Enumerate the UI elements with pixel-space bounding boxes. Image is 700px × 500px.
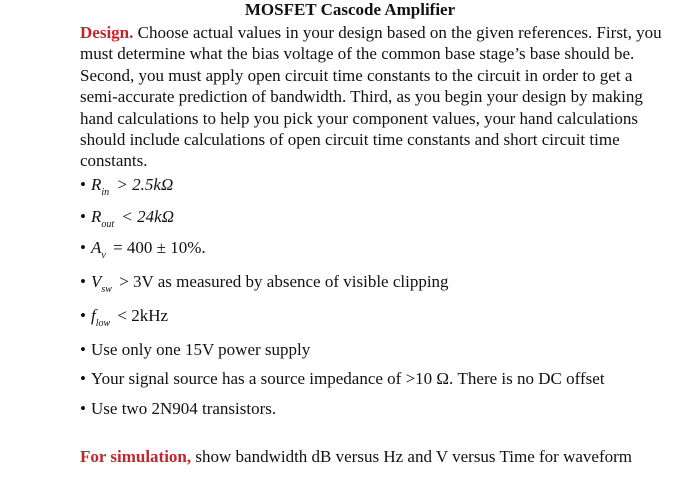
spec-vsw bbox=[80, 272, 449, 295]
spec-value: > 2.5kΩ bbox=[112, 175, 174, 194]
simulation-paragraph bbox=[80, 446, 670, 467]
bullet-dot: • bbox=[80, 369, 86, 388]
design-paragraph bbox=[80, 22, 670, 172]
bullet-dot: • bbox=[80, 207, 86, 226]
page-title: MOSFET Cascode Amplifier bbox=[244, 0, 456, 19]
spec-subscript: low bbox=[95, 318, 111, 329]
bullet-dot: • bbox=[80, 175, 86, 194]
spec-value: < 24kΩ bbox=[117, 207, 174, 226]
spec-symbol: R bbox=[91, 207, 102, 226]
spec-av bbox=[80, 238, 206, 261]
simulation-text: show bandwidth dB versus Hz and V versus Time for waveform bbox=[191, 447, 633, 466]
spec-subscript: in bbox=[101, 187, 110, 198]
design-label: Design. bbox=[80, 23, 134, 42]
note-power-supply bbox=[80, 340, 310, 360]
spec-value: > 3V as measured by absence of visible clipping bbox=[114, 272, 449, 291]
bullet-dot: • bbox=[80, 272, 86, 291]
spec-flow bbox=[80, 306, 169, 329]
spec-symbol: R bbox=[91, 175, 102, 194]
bullet-dot: • bbox=[80, 399, 86, 418]
note-text: Use two 2N904 transistors. bbox=[91, 399, 277, 418]
bullet-dot: • bbox=[80, 238, 86, 257]
spec-symbol: A bbox=[91, 238, 102, 257]
design-text: Choose actual values in your design based on the given references. First, you must determine what the bias voltage of the common base stage’s base should be. Second, you must apply open circuit time constants to the circuit in order to get a semi-accurate prediction of bandwidth. Third, as you begin your design by making hand calculations to help you pick your component values, your hand calculations should include calculations of open circuit time constants and short circuit time constants. bbox=[80, 23, 662, 171]
spec-symbol: V bbox=[91, 272, 102, 291]
simulation-label: For simulation, bbox=[80, 447, 192, 466]
spec-rin bbox=[80, 175, 174, 198]
note-text: Use only one 15V power supply bbox=[91, 340, 311, 359]
note-transistors bbox=[80, 399, 276, 419]
bullet-dot: • bbox=[80, 340, 86, 359]
spec-subscript: sw bbox=[101, 284, 112, 295]
spec-subscript: v bbox=[101, 250, 106, 261]
spec-rout bbox=[80, 207, 174, 230]
bullet-dot: • bbox=[80, 306, 86, 325]
spec-subscript: out bbox=[101, 219, 115, 230]
spec-value: = 400 ± 10%. bbox=[108, 238, 206, 257]
spec-symbol: f bbox=[91, 306, 96, 325]
note-source-impedance bbox=[80, 369, 605, 389]
note-text: Your signal source has a source impedance of >10 Ω. There is no DC offset bbox=[91, 369, 605, 388]
spec-value: < 2kHz bbox=[113, 306, 169, 325]
